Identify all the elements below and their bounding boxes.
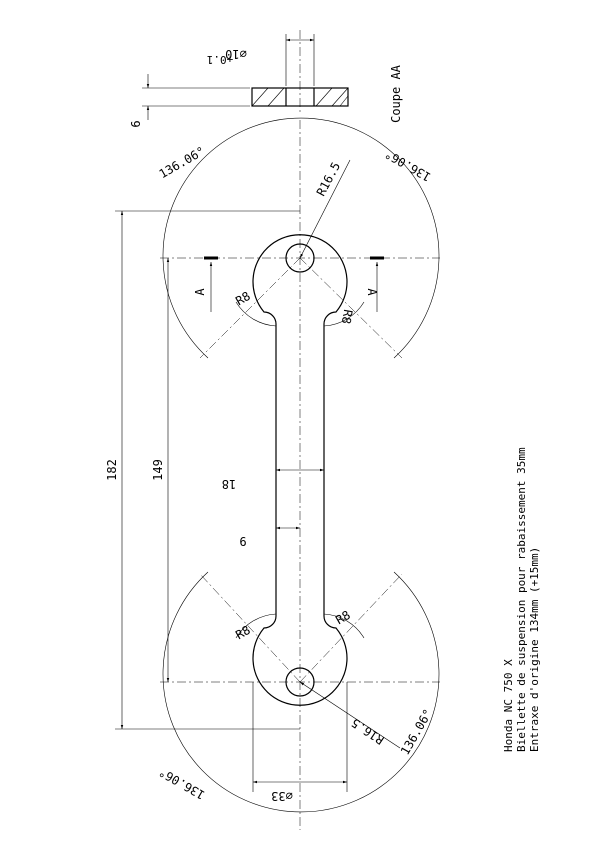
half-width-dim: 9 [239, 534, 247, 548]
fillet-upper-right: R8 [338, 308, 356, 326]
fillet-upper-left: R8 [233, 288, 253, 309]
center-distance-dim: 149 [151, 459, 165, 481]
section-aa-view [142, 30, 348, 120]
boss-radius-bottom-dim: R16.5 [348, 715, 387, 748]
thickness-dim: 6 [129, 120, 143, 128]
length-dimensions [115, 211, 300, 729]
hole-tolerance-dim: +0.1 [206, 53, 234, 66]
angle-bottom-left: 136.06° [156, 764, 208, 803]
hole-diameter-dim: ⌀10 [225, 47, 247, 61]
section-label: Coupe AA [389, 65, 403, 123]
fillet-lower-left: R8 [233, 622, 253, 643]
angle-bottom-right: 136.06° [397, 706, 436, 758]
boss-radius-top-dim: R16.5 [313, 159, 344, 199]
fillet-lower-right: R8 [333, 607, 353, 628]
angle-top-left: 136.06° [156, 143, 208, 182]
boss-diameter-dim: ⌀33 [271, 789, 293, 803]
overall-length-dim: 182 [105, 459, 119, 481]
section-marker-left: A [193, 288, 207, 296]
note-line-1: Honda NC 750 X [502, 659, 515, 752]
radius-leaders [300, 160, 400, 748]
link-part [160, 120, 440, 830]
note-line-2: Biellette de suspension pour rabaissement 35mm [515, 447, 528, 752]
width-dim: 18 [221, 477, 237, 491]
angle-construction [163, 118, 439, 812]
section-marker-right: A [365, 288, 379, 296]
section-cut-markers [204, 258, 384, 312]
angle-top-right: 136.06° [382, 146, 434, 185]
note-line-3: Entraxe d'origine 134mm (+15mm) [528, 546, 541, 752]
